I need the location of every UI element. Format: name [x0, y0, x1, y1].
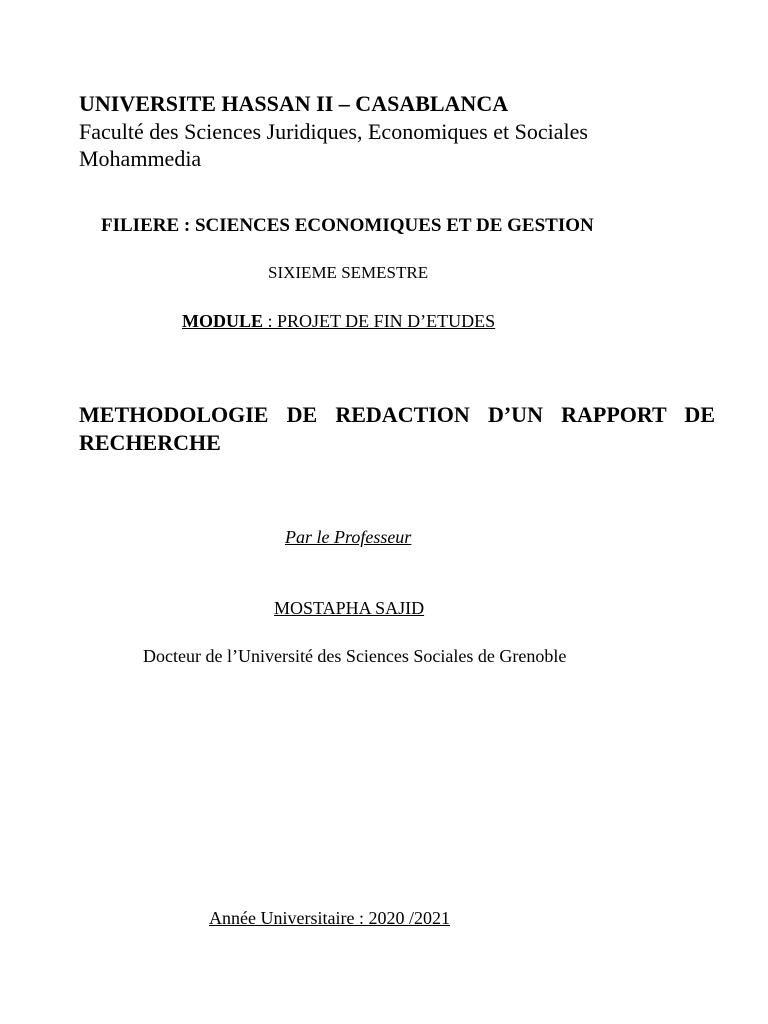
faculty-city: Mohammedia [79, 146, 202, 171]
module-line [182, 312, 495, 330]
author-name: MOSTAPHA SAJID [274, 598, 425, 618]
faculty-name: Faculté des Sciences Juridiques, Economiques et Sociales [79, 119, 588, 144]
module-label: MODULE [182, 311, 263, 331]
program-semester: SIXIEME SEMESTRE [268, 263, 429, 282]
author-byline: Par le Professeur [285, 527, 412, 547]
module-value: : PROJET DE FIN D’ETUDES [263, 311, 496, 331]
academic-year: Année Universitaire : 2020 /2021 [209, 908, 450, 928]
author-credential: Docteur de l’Université des Sciences Sociales de Grenoble [143, 646, 567, 666]
university-name: UNIVERSITE HASSAN II – CASABLANCA [79, 91, 509, 116]
document-title: METHODOLOGIE DE REDACTION D’UN RAPPORT DE RECHERCHE [79, 402, 715, 455]
program-filiere: FILIERE : SCIENCES ECONOMIQUES ET DE GESTION [101, 215, 594, 236]
